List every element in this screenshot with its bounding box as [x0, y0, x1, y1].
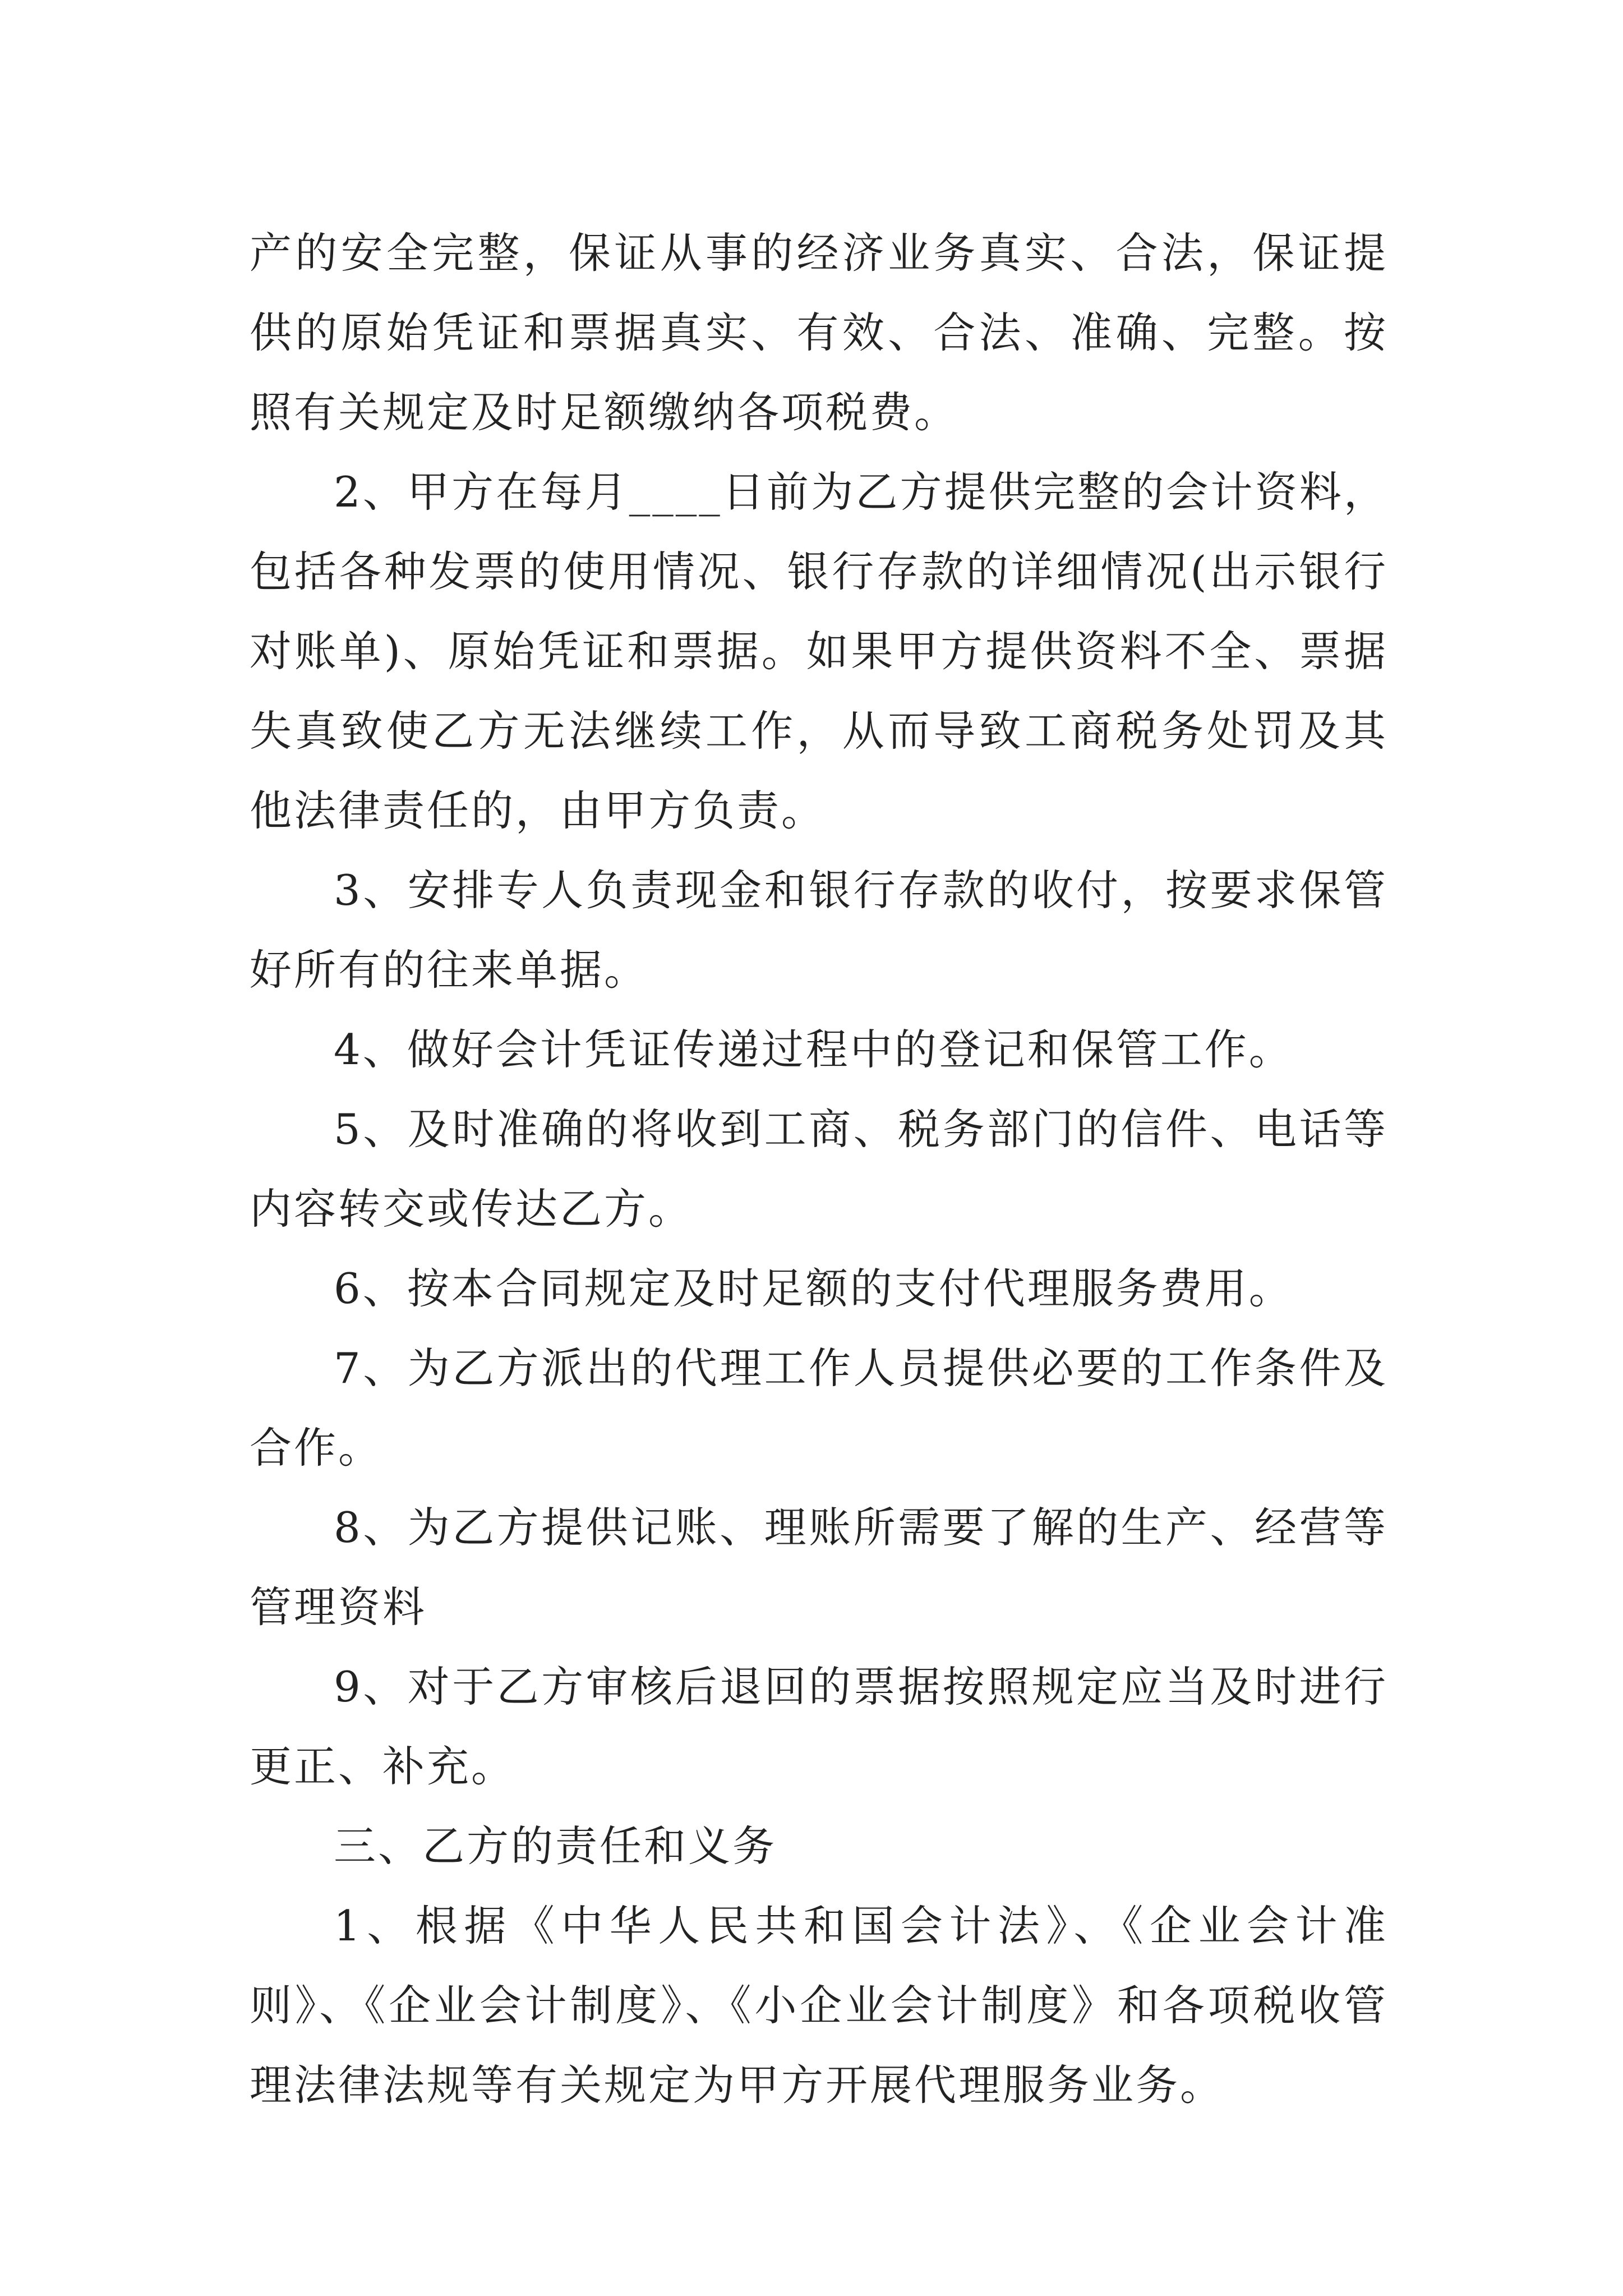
paragraph-item-8: 8、为乙方提供记账、理账所需要了解的生产、经营等管理资料: [250, 1503, 1388, 1632]
paragraph-item-3: 3、安排专人负责现金和银行存款的收付，按要求保管好所有的往来单据。: [250, 866, 1388, 995]
paragraph-item-9: 9、对于乙方审核后退回的票据按照规定应当及时进行更正、补充。: [250, 1662, 1388, 1791]
document-body: [250, 213, 1388, 2125]
paragraph-continuation: 产的安全完整，保证从事的经济业务真实、合法，保证提供的原始凭证和票据真实、有效、合法、准确、完整。按照有关规定及时足额缴纳各项税费。: [250, 228, 1388, 437]
paragraph-item-7: 7、为乙方派出的代理工作人员提供必要的工作条件及合作。: [250, 1343, 1388, 1473]
paragraph-item-5: 5、及时准确的将收到工商、税务部门的信件、电话等内容转交或传达乙方。: [250, 1105, 1388, 1234]
paragraph-item-4: 4、做好会计凭证传递过程中的登记和保管工作。: [334, 1025, 1293, 1074]
paragraph-item-2: 2、甲方在每月____日前为乙方提供完整的会计资料，包括各种发票的使用情况、银行存款的详细情况(出示银行对账单)、原始凭证和票据。如果甲方提供资料不全、票据失真致使乙方无法继续工作，从而导致工商税务处罚及其他法律责任的，由甲方负责。: [250, 467, 1388, 835]
section-heading: 三、乙方的责任和义务: [334, 1821, 777, 1871]
paragraph-item-1: 1、根据《中华人民共和国会计法》、《企业会计准则》、《企业会计制度》、《小企业会计制度》和各项税收管理法律法规等有关规定为甲方开展代理服务业务。: [250, 1901, 1388, 2110]
paragraph-item-6: 6、按本合同规定及时足额的支付代理服务费用。: [334, 1264, 1293, 1313]
